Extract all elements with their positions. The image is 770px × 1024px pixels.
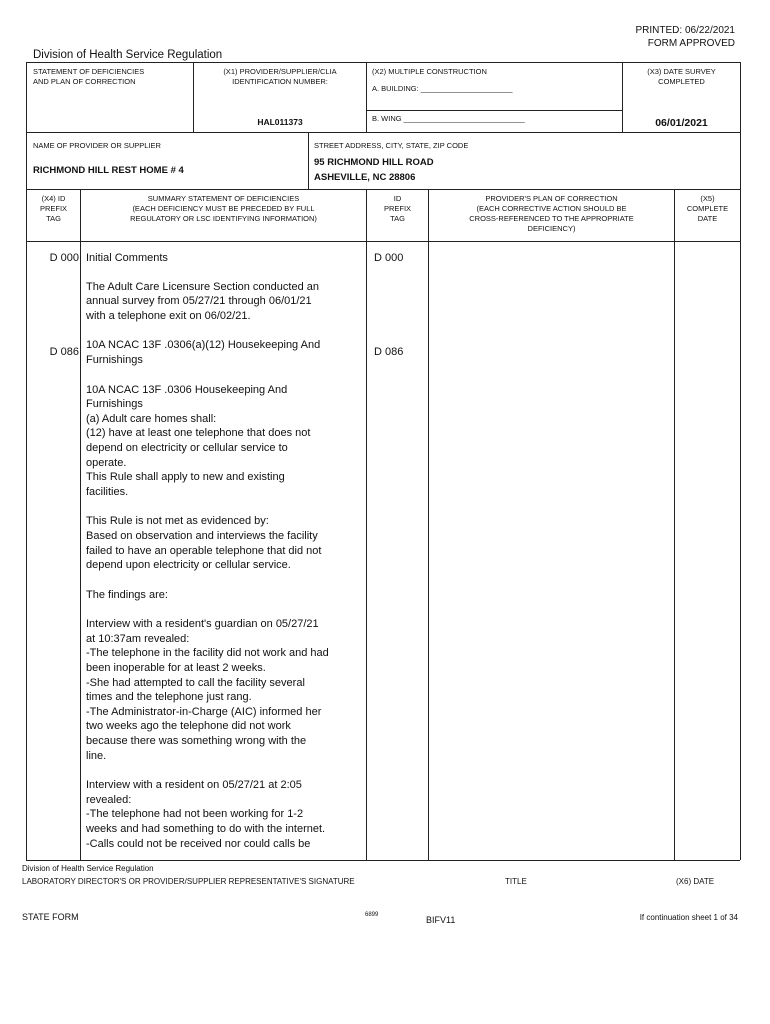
paragraph-initial-comments: Initial Comments [86,252,168,264]
paragraph-not-met: This Rule is not met as evidenced by: Based on observation and interviews the facility failed to have an operable telephone that did not depend upon electricity or cellular service. [86,515,322,572]
title-label: TITLE [505,877,527,886]
table-bottom-border [26,860,740,861]
form-approved: FORM APPROVED [647,38,735,49]
x1-value: HAL011373 [257,117,303,127]
building-label: A. BUILDING: ______________________ [372,84,513,93]
col-plan-header: PROVIDER'S PLAN OF CORRECTION (EACH CORRECTIVE ACTION SHOULD BE CROSS-REFERENCED TO THE APPROPRIATE DEFICIENCY) [469,194,634,233]
paragraph-rule-text: 10A NCAC 13F .0306 Housekeeping And Furnishings (a) Adult care homes shall: (12) have at least one telephone that does not depend on electricity or cellular service to operate. This Rule shall apply to new and existing facilities. [86,383,311,498]
divider-provider [308,132,309,189]
col-id-header: ID PREFIX TAG [383,194,412,223]
x3-value: 06/01/2021 [655,117,708,129]
col-x5-header: (X5) COMPLETE DATE [686,194,729,223]
x1-label: (X1) PROVIDER/SUPPLIER/CLIA IDENTIFICATION NUMBER: [223,67,337,86]
state-form-label: STATE FORM [22,912,79,922]
form-number: 6899 [365,912,379,918]
date-label: (X6) DATE [676,877,715,886]
footer-division: Division of Health Service Regulation [22,864,154,873]
col-divider-4 [674,189,675,860]
divider-row1 [26,132,740,133]
col-divider-2 [366,189,367,860]
x2-label: (X2) MULTIPLE CONSTRUCTION [372,67,487,76]
col-x4-header: (X4) ID PREFIX TAG [39,194,68,223]
continuation-sheet: If continuation sheet 1 of 34 [639,913,738,922]
paragraph-survey-intro: The Adult Care Licensure Section conducted an annual survey from 05/27/21 through 06/01/21 with a telephone exit on 06/02/21. [86,280,319,322]
wing-label: B. WING _____________________________ [372,114,525,123]
table-left-border [26,62,27,860]
col-summary-header: SUMMARY STATEMENT OF DEFICIENCIES (EACH DEFICIENCY MUST BE PRECEDED BY FULL REGULATORY OR LSC IDENTIFYING INFORMATION) [130,194,317,223]
col-divider-3 [428,189,429,860]
divider-wing [366,110,622,111]
divider-x2 [366,62,367,132]
x3-label: (X3) DATE SURVEY COMPLETED [647,67,716,86]
statement-label: STATEMENT OF DEFICIENCIES AND PLAN OF CORRECTION [33,67,145,86]
provider-name: RICHMOND HILL REST HOME # 4 [33,165,184,176]
paragraph-resident-interview: Interview with a resident on 05/27/21 at 2:05 revealed: -The telephone had not been working for 1-2 weeks and had something to do with the internet. -Calls could not be received nor could calls be [86,779,326,850]
address-line2: ASHEVILLE, NC 28806 [314,172,416,183]
divider-header [26,241,740,242]
divider-row2 [26,189,740,190]
tag-d086-left: D 086 [49,346,79,358]
provider-name-label: NAME OF PROVIDER OR SUPPLIER [33,141,161,150]
printed-date: PRINTED: 06/22/2021 [635,25,735,36]
summary-body [86,251,364,859]
division-title: Division of Health Service Regulation [33,49,223,61]
paragraph-guardian-interview: Interview with a resident's guardian on 05/27/21 at 10:37am revealed: -The telephone in the facility did not work and had been inoperable for at least 2 weeks. -She had attempted to call the facility several times and the telephone just rang. -The Administrator-in-Charge (AIC) informed her two weeks ago the telephone did not work because there was something wrong with the line. [86,618,329,762]
paragraph-rule-heading: 10A NCAC 13F .0306(a)(12) Housekeeping And Furnishings [86,339,321,366]
table-top-border [26,62,740,63]
paragraph-findings: The findings are: [86,588,168,601]
col-divider-1 [80,189,81,860]
signature-label: LABORATORY DIRECTOR'S OR PROVIDER/SUPPLIER REPRESENTATIVE'S SIGNATURE [22,877,355,886]
table-right-border [740,62,741,860]
tag-d000-right: D 000 [374,252,404,264]
event-id: BIFV11 [426,915,456,925]
address-label: STREET ADDRESS, CITY, STATE, ZIP CODE [314,141,469,150]
address-line1: 95 RICHMOND HILL ROAD [314,157,434,168]
tag-d086-right: D 086 [374,346,404,358]
tag-d000-left: D 000 [49,252,79,264]
